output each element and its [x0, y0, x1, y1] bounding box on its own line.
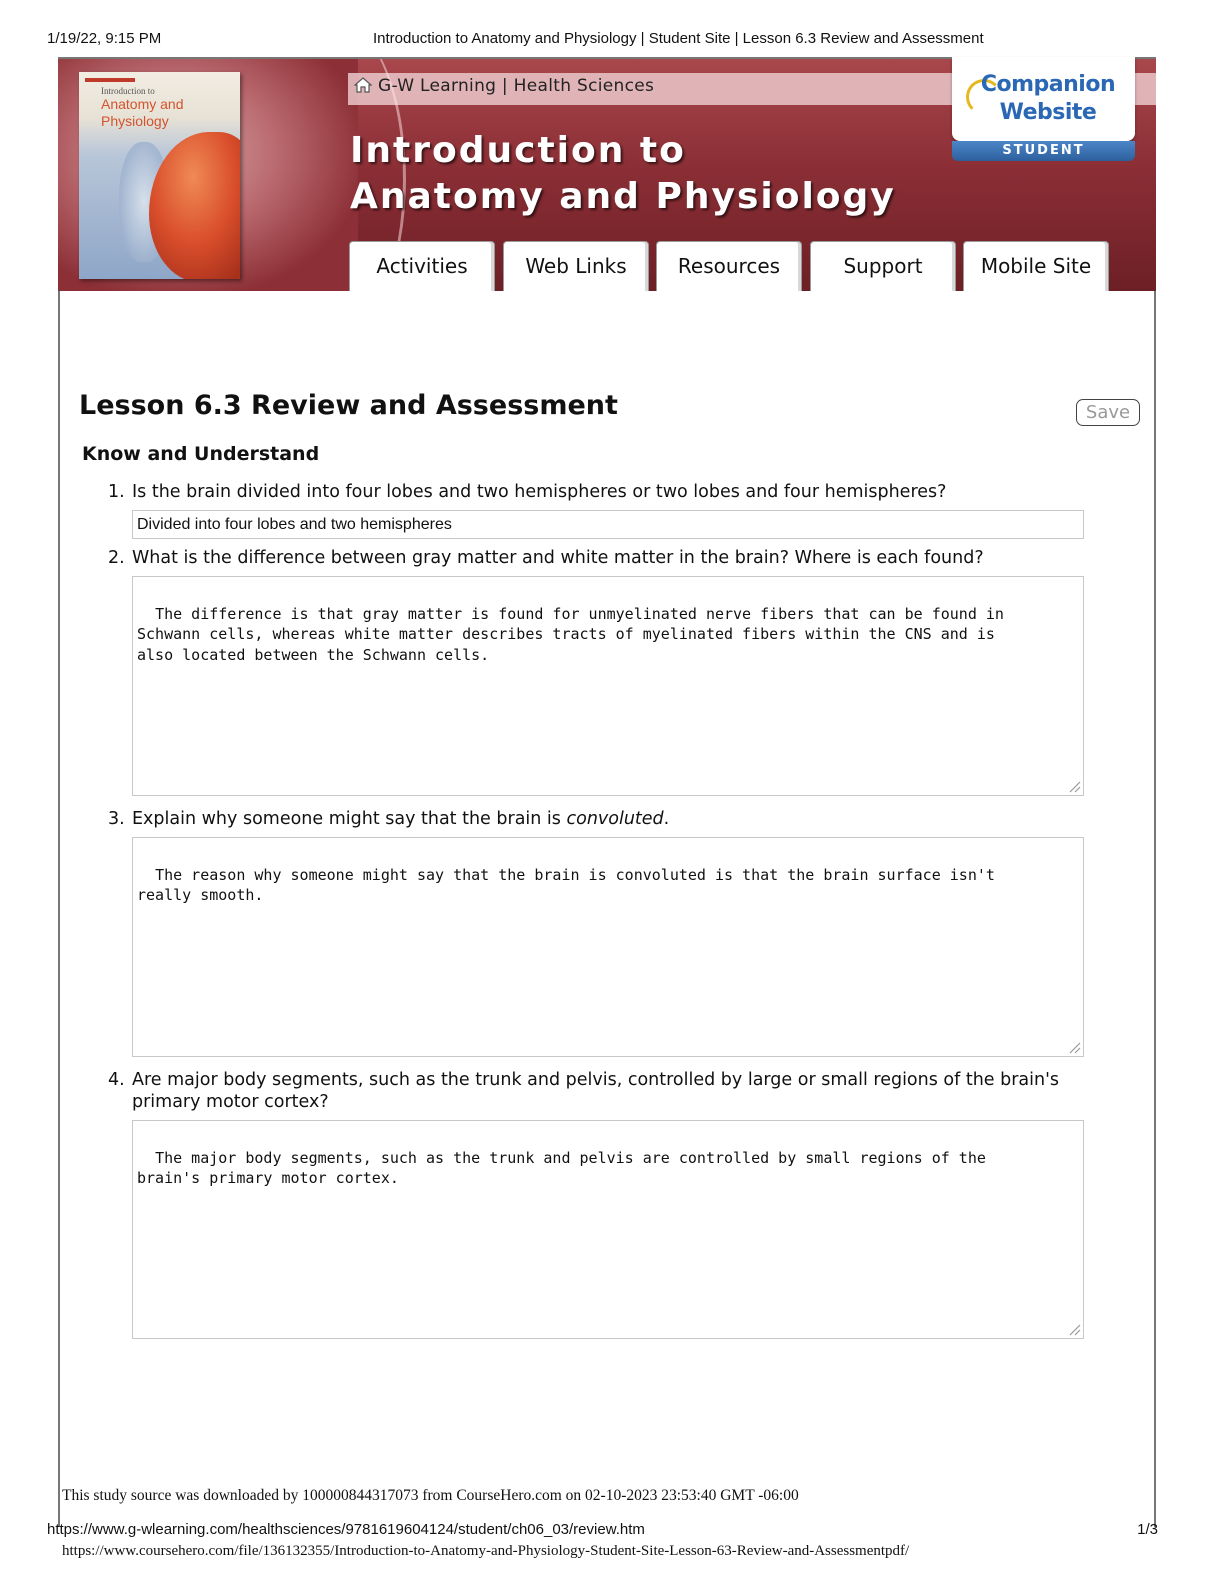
muscle-illustration — [149, 132, 240, 279]
publisher-logo-icon — [85, 78, 135, 82]
tab-mobile-site[interactable]: Mobile Site — [963, 241, 1109, 291]
question-text: Is the brain divided into four lobes and two hemispheres or two lobes and four hemispheres? — [132, 482, 947, 502]
resize-grip-icon[interactable] — [1065, 1038, 1081, 1054]
answer-text[interactable]: The difference is that gray matter is found for unmyelinated nerve fibers that can be found in Schwann cells, whereas white matter describes tracts of myelinated fibers within the CNS and is also located between the Schwann cells. — [137, 604, 1004, 664]
breadcrumb[interactable] — [354, 76, 654, 98]
companion-logo-card — [952, 57, 1135, 141]
companion-website-logo — [952, 57, 1135, 162]
book-cover-image — [79, 72, 240, 279]
site-title-line2: Anatomy and Physiology — [350, 176, 896, 217]
answer-textarea-4[interactable] — [132, 1120, 1084, 1339]
print-footer-url: https://www.g-wlearning.com/healthsciences/9781619604124/student/ch06_03/review.htm — [47, 1521, 645, 1538]
question-number: 4. — [108, 1070, 125, 1090]
print-page-number: 1/3 — [1137, 1521, 1158, 1538]
site-title-line1: Introduction to — [350, 130, 686, 171]
home-icon[interactable] — [354, 77, 372, 98]
resize-grip-icon[interactable] — [1065, 1320, 1081, 1336]
answer-textarea-2[interactable] — [132, 576, 1084, 796]
download-watermark-note: This study source was downloaded by 100000844317073 from CourseHero.com on 02-10-2023 23:53:40 GMT -06:00 — [62, 1487, 799, 1504]
answer-input-1[interactable]: Divided into four lobes and two hemispheres — [132, 510, 1084, 539]
tab-activities[interactable]: Activities — [349, 241, 495, 291]
book-cover-subtitle: Introduction to — [101, 86, 155, 96]
question-text: Are major body segments, such as the trunk and pelvis, controlled by large or small regions of the brain's primary motor cortex? — [132, 1070, 1060, 1112]
answer-text[interactable]: The major body segments, such as the trunk and pelvis are controlled by small regions of the brain's primary motor cortex. — [137, 1148, 986, 1187]
tab-support[interactable]: Support — [810, 241, 956, 291]
tab-web-links[interactable]: Web Links — [503, 241, 649, 291]
breadcrumb-label[interactable]: G-W Learning | Health Sciences — [378, 76, 655, 96]
question-number: 3. — [108, 809, 125, 829]
book-cover-title-line2: Physiology — [101, 113, 169, 129]
tab-resources[interactable]: Resources — [656, 241, 802, 291]
page-title: Lesson 6.3 Review and Assessment — [79, 390, 618, 421]
question-text-before: Explain why someone might say that the brain is — [132, 809, 567, 829]
companion-logo-line2: Website — [999, 100, 1097, 125]
resize-grip-icon[interactable] — [1065, 777, 1081, 793]
book-cover-title-line1: Anatomy and — [101, 96, 184, 112]
answer-textarea-3[interactable] — [132, 837, 1084, 1057]
save-button[interactable]: Save — [1076, 399, 1140, 426]
book-cover-title — [101, 96, 184, 130]
question-text-after: . — [663, 809, 670, 829]
question-number: 2. — [108, 548, 125, 568]
question-text-emphasis: convoluted — [566, 809, 664, 829]
section-heading: Know and Understand — [82, 443, 320, 465]
companion-logo-text — [968, 71, 1128, 127]
question-text — [132, 808, 1082, 830]
site-title — [350, 128, 896, 220]
print-page-title: Introduction to Anatomy and Physiology | Student Site | Lesson 6.3 Review and Assessment — [373, 30, 984, 47]
print-header — [47, 30, 1177, 50]
companion-logo-line1: Companion — [980, 72, 1116, 97]
answer-text[interactable]: The reason why someone might say that the brain is convoluted is that the brain surface isn't really smooth. — [137, 865, 995, 904]
print-datetime: 1/19/22, 9:15 PM — [47, 30, 162, 47]
question-text: What is the difference between gray matter and white matter in the brain? Where is each found? — [132, 548, 984, 568]
student-badge: STUDENT — [952, 141, 1135, 161]
question-number: 1. — [108, 482, 125, 502]
source-url: https://www.coursehero.com/file/136132355/Introduction-to-Anatomy-and-Physiology-Student-Site-Lesson-63-Review-and-Assessmentpdf/ — [62, 1543, 910, 1559]
